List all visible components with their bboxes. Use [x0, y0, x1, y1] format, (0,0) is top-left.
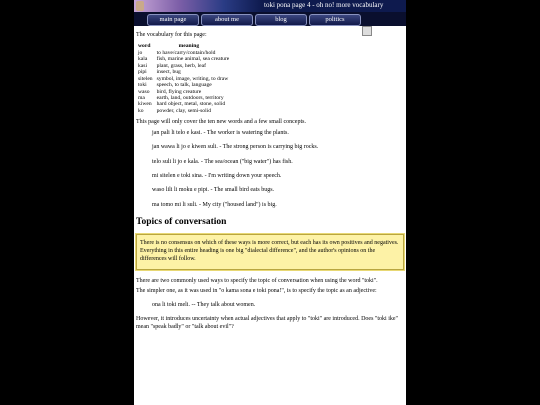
vocab-word: kala — [138, 56, 148, 63]
vocab-word: kiwen — [138, 101, 152, 108]
paragraph: The simpler one, as it was used in "o kama sona e toki pona!", is to specify the topic as an adjective: — [136, 288, 377, 295]
nav-blog[interactable]: blog — [255, 14, 307, 26]
nav-main-page[interactable]: main page — [147, 14, 199, 26]
vocab-word: ma — [138, 95, 145, 102]
vocab-word: kasi — [138, 62, 148, 69]
vocab-meaning: hard object, metal, stone, solid — [156, 101, 226, 108]
main-content — [136, 32, 404, 335]
example-list — [152, 130, 404, 209]
nav-bar — [134, 12, 406, 26]
vocab-word: pipi — [138, 69, 147, 76]
page — [134, 0, 406, 405]
coverage-text: This page will only cover the ten new words and a few small concepts. — [136, 119, 306, 126]
nav-politics[interactable]: politics — [309, 14, 361, 26]
vocab-meaning: plant, grass, herb, leaf — [156, 62, 207, 69]
vocab-meaning: powder, clay, semi-solid — [156, 107, 212, 114]
example-sentence: telo suli li jo e kala. - The sea/ocean ("big water") has fish. — [152, 158, 293, 165]
nav-about-me[interactable]: about me — [201, 14, 253, 26]
vocab-meaning: earth, land, outdoors, territory — [156, 95, 224, 102]
vocab-meaning: fish, marine animal, sea creature — [156, 56, 230, 63]
vocab-word: toki — [138, 82, 147, 89]
paragraph: However, it introduces uncertainty when actual adjectives that apply to "toki" are introduced. Does "toki ike" mean "speak badly" or "talk about evil"? — [136, 315, 398, 330]
example-sentence: waso lili li moku e pipi. - The small bird eats bugs. — [152, 187, 275, 194]
intro-text: The vocabulary for this page: — [136, 32, 207, 38]
section-heading: Topics of conversation — [136, 216, 227, 227]
example-sentence: jan wawa li jo e kiwen suli. - The strong person is carrying big rocks. — [152, 144, 319, 151]
site-logo[interactable] — [134, 0, 262, 12]
table-row — [136, 108, 231, 114]
vocab-word: waso — [138, 88, 150, 95]
col-header-meaning: meaning — [178, 42, 200, 49]
vocab-meaning: symbol, image, writing, to draw — [156, 75, 229, 82]
example-sentence: mi sitelen e toki sina. - I'm writing down your speech. — [152, 172, 282, 179]
example-sentence: jan pali li telo e kasi. - The worker is watering the plants. — [152, 130, 289, 137]
vocab-word: sitelen — [138, 75, 153, 82]
vocab-table — [136, 43, 231, 114]
vocab-meaning: bird, flying creature — [156, 88, 202, 95]
page-title: toki pona page 4 - oh no! more vocabulary — [264, 1, 384, 9]
header-bar — [134, 0, 406, 12]
vocab-meaning: to have/carry/contain/hold — [156, 50, 216, 57]
table-row — [136, 101, 231, 107]
paragraph: There are two commonly used ways to specify the topic of conversation when using the word "toki". — [136, 277, 378, 284]
vocab-word: ko — [138, 107, 144, 114]
vocab-meaning: speech, to talk, language — [156, 82, 212, 89]
example-sentence: ona li toki meli. -- They talk about women. — [152, 302, 256, 309]
col-header-word: word — [138, 42, 151, 49]
avatar — [136, 1, 144, 11]
dialect-note-box: There is no consensus on which of these ways is more correct, but each has its own positives and negatives. Everything in this entire heading is one big "dialectal difference", and the author's opinions on the differences will follow. — [136, 234, 404, 269]
vocab-word: jo — [138, 50, 143, 57]
vocab-meaning: insect, bug — [156, 69, 181, 76]
example-sentence: ma tomo mi li suli. - My city ("housed land") is big. — [152, 201, 277, 208]
